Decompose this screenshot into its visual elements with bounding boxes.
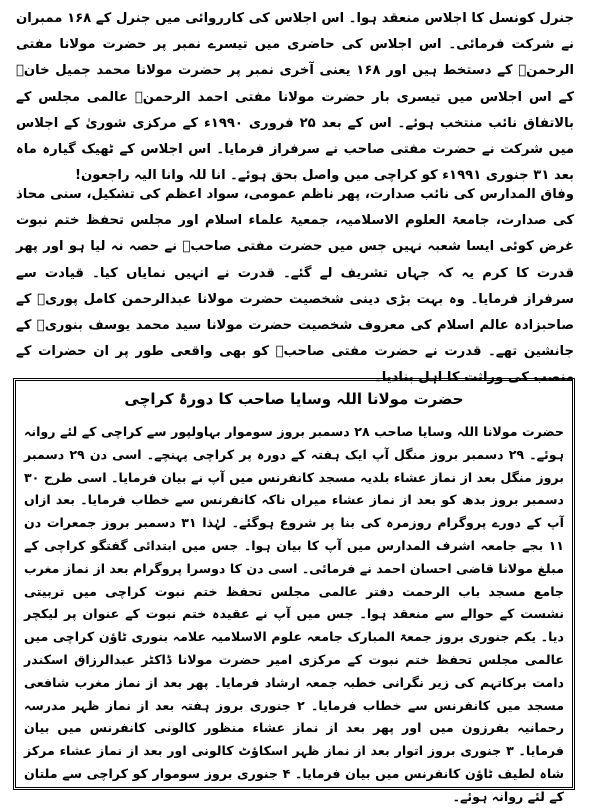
- paragraph-wifaq-services: وفاق المدارس کی نائب صدارت، پھر ناظم عمومی، سواد اعظم کی تشکیل، سنی محاذ کی صدارت، جامعۃ العلوم الاسلامیہ، جمعیۃ علماء اسلام اور مجلس تحفظ ختم نبوت غرض کوئی ایسا شعبہ نہیں جس میں حضرت مفتی صاحبؒ نے حصہ نہ لیا ہو اور پھر قدرت کا کرم یہ کہ جہاں تشریف لے گئے۔ قدرت نے انہیں نمایاں کیا۔ قیادت سے سرفراز فرمایا۔ وہ بہت بڑی دینی شخصیت حضرت مولانا عبدالرحمن کامل پوریؒ کے صاحبزادہ عالم اسلام کی معروف شخصیت حضرت مولانا سید محمد یوسف بنوریؒ کے جانشین تھے۔ قدرت نے حضرت مفتی صاحبؒ کو بھی واقعی طور پر ان حضرات کے منصب کی وراثت کا اہل بنادیا۔: [16, 187, 574, 386]
- paragraph-general-council: جنرل کونسل کا اجلاس منعقد ہوا۔ اس اجلاس کی کارروائی میں جنرل کے ۱۶۸ ممبران نے شرکت فرمائی۔ اس اجلاس کی حاضری میں تیسرے نمبر پر حضرت مولانا مفتی الرحمنؒ کے دستخط ہیں اور ۱۶۸ یعنی آخری نمبر پر حضرت مولانا محمد جمیل خانؒ کے اس اجلاس میں تیسری بار حضرت مولانا مفتی احمد الرحمنؒ عالمی مجلس کے بالاتفاق نائب منتخب ہوئے۔ اس کے بعد ۲۵ فروری ۱۹۹۰ء کے مرکزی شوریٰ کے اجلاس میں شرکت نے حضرت مفتی صاحب نے سرفراز فرمایا۔ اس اجلاس کے ٹھیک گیارہ ماہ بعد ۳۱ جنوری ۱۹۹۱ء کو کراچی میں واصل بحق ہوئے۔ انا للہ وانا الیہ راجعون!: [16, 11, 574, 184]
- karachi-tour-box: [13, 378, 575, 804]
- box-body: حضرت مولانا اللہ وسایا صاحب ۲۸ دسمبر بروز سوموار بہاولپور سے کراچی کے لئے روانہ ہوئے۔ ۲۹ دسمبر بروز منگل آپ ایک ہفتہ کے دورہ پر کراچی پہنچے۔ اسی دن ۲۹ دسمبر بروز منگل بعد از نماز عشاء بلدیہ مسجد کانفرنس میں آپ نے بیان فرمایا۔ اسی طرح ۳۰ دسمبر بروز بدھ کو بعد از نماز عشاء میراں ناکہ کانفرنس سے خطاب فرمایا۔ بعد ازاں آپ کے دورے پروگرام روزمرہ کی بنا پر شروع ہوگئے۔ لہٰذا ۳۱ دسمبر بروز جمعرات دن ۱۱ بجے جامعہ اشرف المدارس میں آپ کا بیان ہوا۔ جس میں ابتدائی گفتگو کراچی کے مبلغ مولانا قاضی احسان احمد نے فرمائی۔ اسی دن کا دوسرا پروگرام بعد از نماز مغرب جامع مسجد باب الرحمت دفتر عالمی مجلس تحفظ ختم نبوت کراچی میں تربیتی نشست کے حوالے سے منعقد ہوا۔ جس میں آپ نے عقیدہ ختم نبوت کے عنوان پر لیکچر دیا۔ یکم جنوری بروز جمعۃ المبارک جامعہ علوم الاسلامیہ علامہ بنوری ٹاؤن کراچی میں عالمی مجلس تحفظ ختم نبوت کے مرکزی امیر حضرت مولانا ڈاکٹر عبدالرزاق اسکندر دامت برکاتہم کی زیر نگرانی خطبہ جمعہ ارشاد فرمایا۔ پھر بعد از نماز مغرب شافعی مسجد میں کانفرنس سے خطاب فرمایا۔ ۲ جنوری بروز ہفتہ بعد از نماز ظہر مدرسہ رحمانیہ بفرزون میں اور پھر بعد از نماز عشاء منظور کالونی کانفرنس میں بیان فرمایا۔ ۳ جنوری بروز اتوار بعد از نماز ظہر اسکاؤٹ کالونی اور بعد از نماز عشاء مرکز شاہ لطیف ٹاؤن کانفرنس میں بیان فرمایا۔ ۴ جنوری بروز سوموار کو کراچی سے ملتان کے لئے روانہ ہوئے۔: [24, 424, 565, 804]
- box-title: حضرت مولانا اللہ وسایا صاحب کا دورۂ کراچی: [124, 390, 464, 408]
